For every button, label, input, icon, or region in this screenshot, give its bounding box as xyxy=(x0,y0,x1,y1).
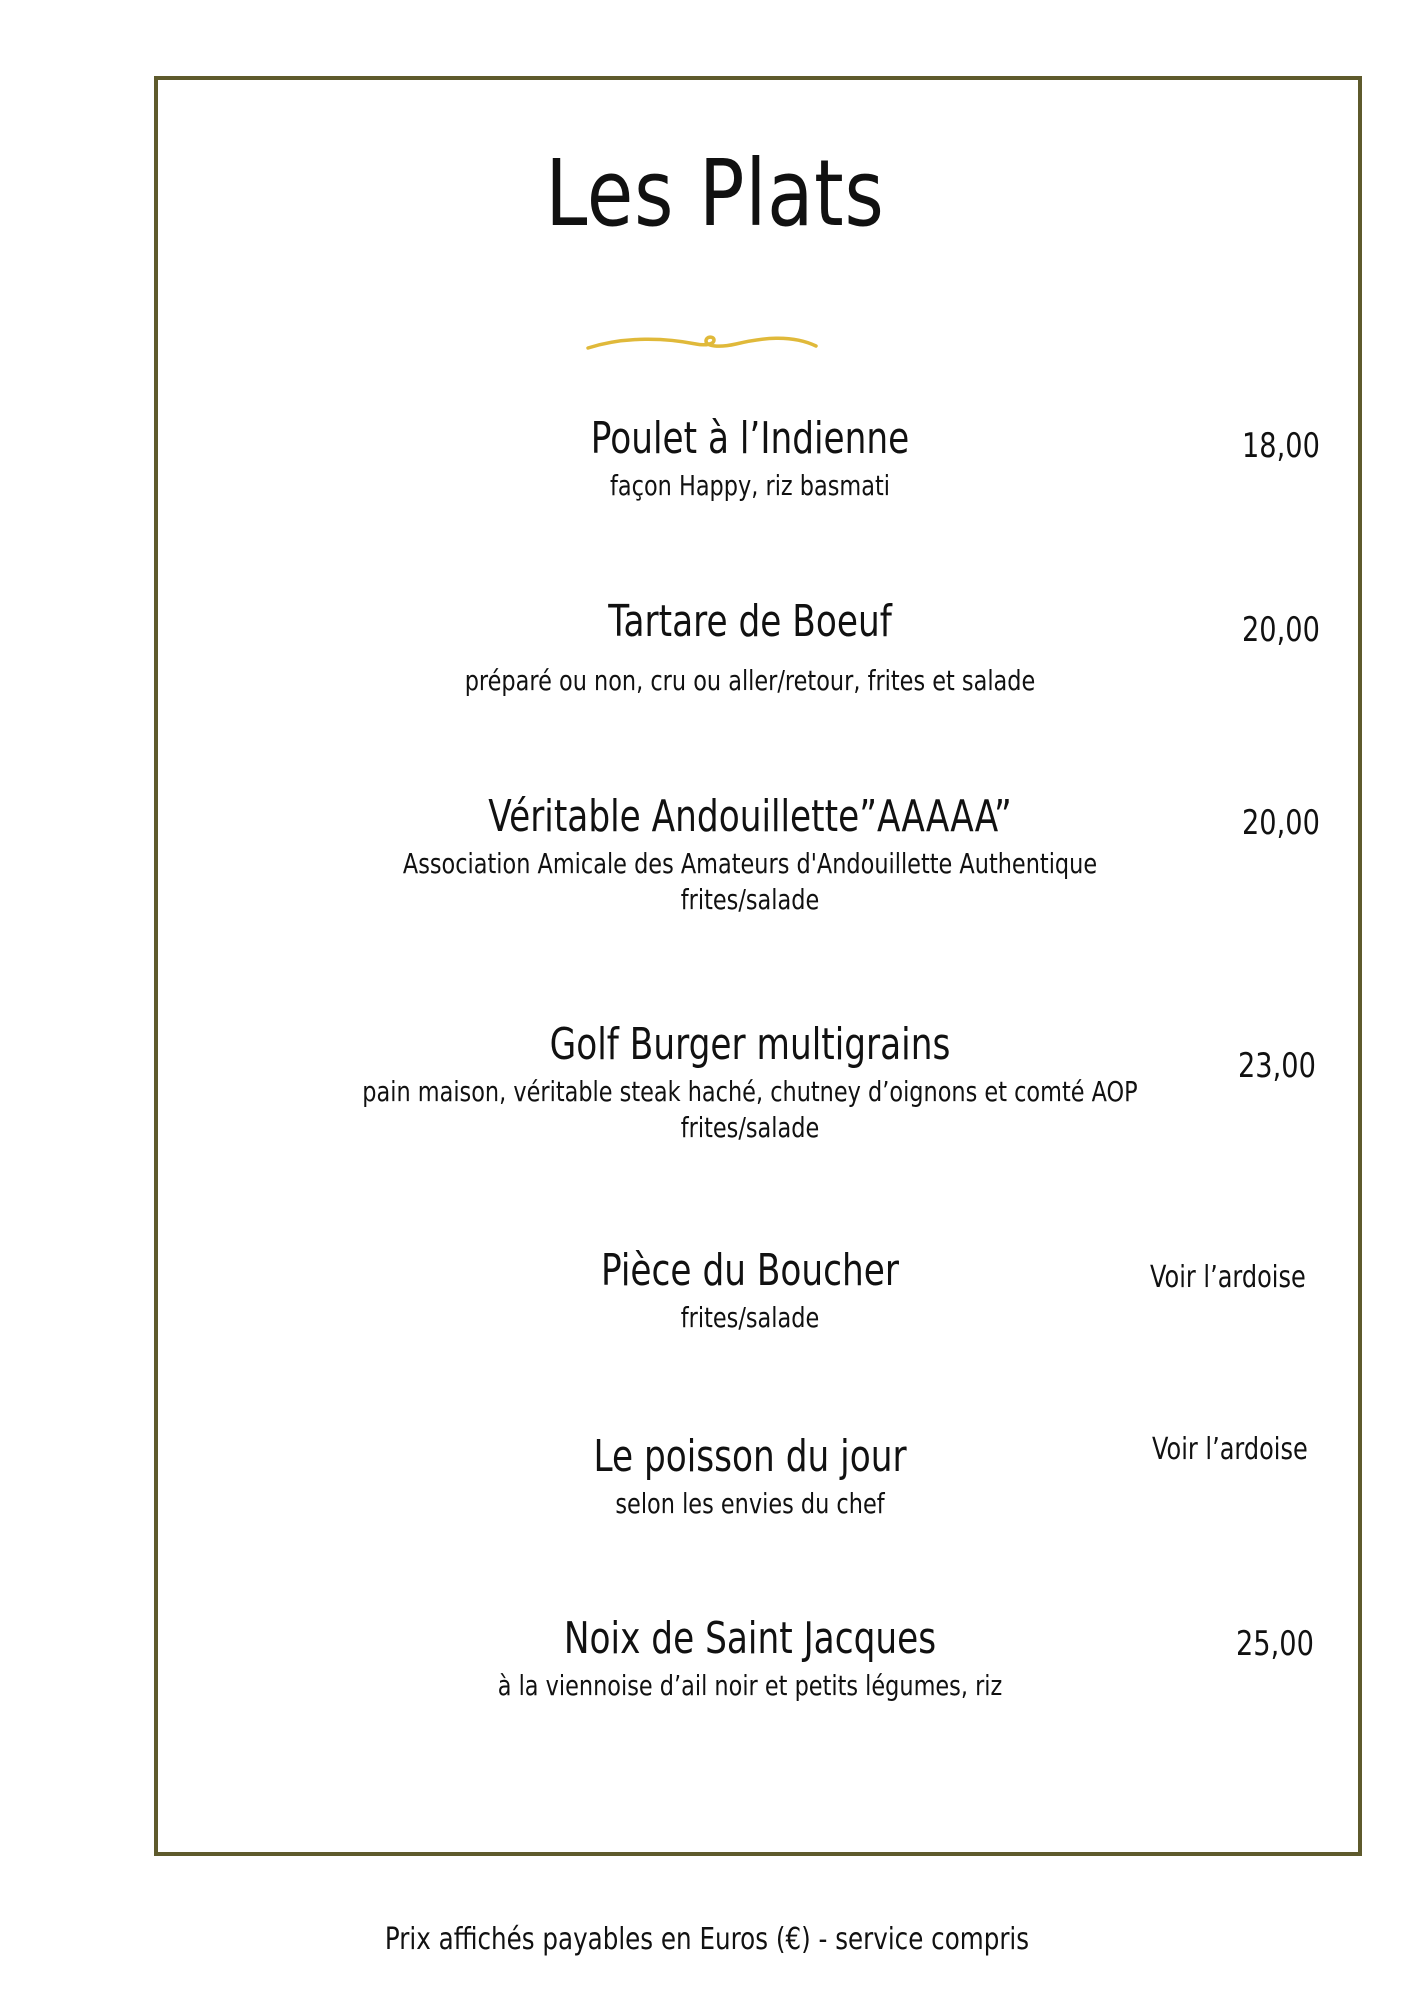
item-price: 20,00 xyxy=(1242,803,1320,843)
item-name: Véritable Andouillette”AAAAA” xyxy=(488,791,1012,842)
menu-item xyxy=(250,790,1250,920)
footer-note: Prix affichés payables en Euros (€) - service compris xyxy=(384,1922,1030,1957)
item-description: frites/salade xyxy=(680,883,820,916)
item-price: 18,00 xyxy=(1242,426,1320,466)
item-price: Voir l’ardoise xyxy=(1152,1432,1308,1467)
item-description: frites/salade xyxy=(680,1111,820,1144)
item-description: préparé ou non, cru ou aller/retour, frites et salade xyxy=(464,664,1036,697)
item-price: 20,00 xyxy=(1242,610,1320,650)
item-description: frites/salade xyxy=(680,1301,820,1334)
item-name: Noix de Saint Jacques xyxy=(563,1613,937,1664)
menu-item xyxy=(250,1612,1250,1706)
item-description: selon les envies du chef xyxy=(615,1487,885,1520)
item-description: à la viennoise d’ail noir et petits légumes, riz xyxy=(497,1669,1003,1702)
item-price: 23,00 xyxy=(1238,1046,1316,1086)
menu-item xyxy=(250,1244,1250,1338)
item-price: Voir l’ardoise xyxy=(1150,1260,1306,1295)
item-description: pain maison, véritable steak haché, chutney d’oignons et comté AOP xyxy=(362,1075,1138,1108)
item-name: Pièce du Boucher xyxy=(600,1245,900,1296)
flourish-ornament xyxy=(586,330,818,356)
menu-item xyxy=(250,1018,1250,1148)
item-name: Tartare de Boeuf xyxy=(608,596,892,647)
item-name: Poulet à l’Indienne xyxy=(590,413,910,464)
menu-item xyxy=(250,1430,1250,1524)
item-description: Association Amicale des Amateurs d'Andouillette Authentique xyxy=(402,847,1098,880)
item-price: 25,00 xyxy=(1236,1624,1314,1664)
page-title: Les Plats xyxy=(545,140,885,247)
item-name: Le poisson du jour xyxy=(593,1431,907,1482)
menu-item xyxy=(250,595,1250,701)
item-name: Golf Burger multigrains xyxy=(549,1019,951,1070)
menu-item xyxy=(250,412,1250,506)
item-description: façon Happy, riz basmati xyxy=(610,469,890,502)
